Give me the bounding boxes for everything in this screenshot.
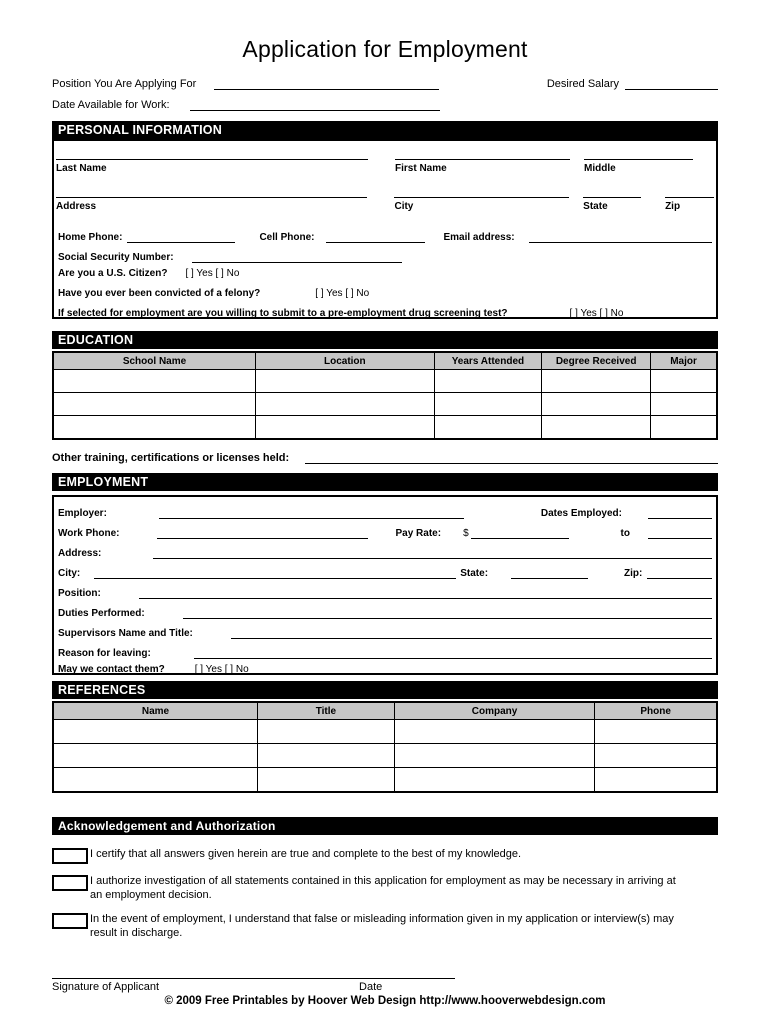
employer-label: Employer:	[58, 508, 107, 519]
reason-leaving-row	[56, 639, 714, 659]
certify-checkbox[interactable]	[52, 848, 88, 864]
references-col-phone: Phone	[595, 702, 717, 720]
last-name-line[interactable]	[56, 159, 368, 160]
references-cell[interactable]	[53, 744, 258, 768]
references-cell[interactable]	[394, 720, 595, 744]
pay-rate-label: Pay Rate:	[395, 528, 442, 539]
citizen-question-row	[56, 263, 714, 283]
education-col-school-name: School Name	[53, 352, 256, 370]
employer-city-line[interactable]	[94, 567, 456, 579]
employment-header: EMPLOYMENT	[52, 473, 718, 491]
address-line[interactable]	[56, 197, 367, 198]
references-cell[interactable]	[258, 768, 395, 793]
desired-salary-label: Desired Salary	[546, 78, 619, 90]
duties-line[interactable]	[183, 607, 712, 619]
felony-question-row	[56, 283, 714, 303]
education-col-years-attended: Years Attended	[434, 352, 542, 370]
education-cell[interactable]	[542, 416, 651, 440]
authorize-checkbox[interactable]	[52, 875, 88, 891]
personal-information-header: PERSONAL INFORMATION	[52, 121, 718, 139]
supervisor-row	[56, 619, 714, 639]
work-phone-line[interactable]	[157, 527, 368, 539]
education-cell[interactable]	[651, 370, 717, 393]
employer-zip-line[interactable]	[647, 567, 712, 579]
education-cell[interactable]	[53, 393, 256, 416]
other-training-line[interactable]	[305, 450, 718, 464]
education-cell[interactable]	[256, 393, 435, 416]
education-cell[interactable]	[651, 416, 717, 440]
references-cell[interactable]	[258, 720, 395, 744]
education-header: EDUCATION	[52, 331, 718, 349]
education-header-row	[53, 352, 717, 370]
certify-item	[52, 847, 718, 864]
city-label: City	[394, 201, 414, 212]
home-phone-label: Home Phone:	[58, 232, 123, 243]
references-col-company: Company	[394, 702, 595, 720]
duties-label: Duties Performed:	[58, 608, 145, 619]
felony-yes-no-checkboxes[interactable]: [ ] Yes [ ] No	[315, 287, 370, 299]
middle-name-field	[584, 147, 693, 183]
education-cell[interactable]	[542, 370, 651, 393]
supervisor-line[interactable]	[231, 627, 712, 639]
ssn-row	[56, 243, 714, 263]
references-cell[interactable]	[394, 744, 595, 768]
position-row	[52, 74, 718, 90]
employer-city-row	[56, 559, 714, 579]
work-phone-row	[56, 519, 714, 539]
education-table	[52, 351, 718, 440]
name-row	[56, 145, 714, 183]
position-held-line[interactable]	[139, 587, 712, 599]
position-held-row	[56, 579, 714, 599]
employer-city-label: City:	[58, 568, 81, 579]
state-field	[583, 185, 641, 221]
other-training-row	[52, 448, 718, 464]
state-line[interactable]	[583, 197, 641, 198]
references-table	[52, 701, 718, 793]
city-line[interactable]	[394, 197, 569, 198]
felony-question-label: Have you ever been convicted of a felony?	[58, 287, 261, 299]
references-row	[53, 768, 717, 793]
education-col-major: Major	[651, 352, 717, 370]
cell-phone-label: Cell Phone:	[259, 232, 315, 243]
zip-field	[665, 185, 714, 221]
ssn-line[interactable]	[192, 251, 402, 263]
education-cell[interactable]	[434, 416, 542, 440]
dates-employed-line[interactable]	[648, 507, 712, 519]
date-available-row	[52, 95, 718, 111]
references-cell[interactable]	[53, 768, 258, 793]
signature-labels-row	[52, 979, 718, 994]
education-cell[interactable]	[542, 393, 651, 416]
address-field	[56, 185, 367, 221]
reason-leaving-label: Reason for leaving:	[58, 648, 151, 659]
acknowledgement-header: Acknowledgement and Authorization	[52, 817, 718, 835]
education-col-degree-received: Degree Received	[542, 352, 651, 370]
employer-address-label: Address:	[58, 548, 102, 559]
reason-leaving-line[interactable]	[194, 647, 712, 659]
zip-line[interactable]	[665, 197, 714, 198]
employer-state-line[interactable]	[511, 567, 588, 579]
employer-address-row	[56, 539, 714, 559]
middle-name-line[interactable]	[584, 159, 693, 160]
contact-question-label: May we contact them?	[58, 663, 165, 675]
position-held-label: Position:	[58, 588, 101, 599]
education-cell[interactable]	[434, 393, 542, 416]
education-cell[interactable]	[53, 416, 256, 440]
education-cell[interactable]	[651, 393, 717, 416]
employment-section	[52, 495, 718, 675]
contact-yes-no-checkboxes[interactable]: [ ] Yes [ ] No	[194, 663, 249, 675]
work-phone-label: Work Phone:	[58, 528, 120, 539]
education-cell[interactable]	[53, 370, 256, 393]
address-label: Address	[56, 201, 97, 212]
contact-question-row	[56, 659, 714, 679]
employer-line[interactable]	[159, 507, 464, 519]
discharge-item	[52, 912, 718, 940]
pay-rate-to-label: to	[620, 528, 630, 539]
page-title: Application for Employment	[242, 36, 528, 62]
first-name-line[interactable]	[395, 159, 570, 160]
drug-test-question-row	[56, 303, 714, 323]
education-row	[53, 416, 717, 440]
ssn-label: Social Security Number:	[58, 252, 174, 263]
certify-text: I certify that all answers given herein are true and complete to the best of my knowledge.	[90, 848, 522, 860]
phone-row	[56, 221, 714, 243]
employer-zip-label: Zip:	[624, 568, 643, 579]
first-name-label: First Name	[395, 163, 447, 174]
references-col-name: Name	[53, 702, 258, 720]
first-name-field	[395, 147, 570, 183]
city-field	[394, 185, 569, 221]
address-row	[56, 183, 714, 221]
education-cell[interactable]	[256, 370, 435, 393]
references-cell[interactable]	[258, 744, 395, 768]
discharge-checkbox[interactable]	[52, 913, 88, 929]
education-cell[interactable]	[256, 416, 435, 440]
dollar-sign: $	[463, 528, 469, 539]
state-label: State	[583, 201, 608, 212]
dates-employed-label: Dates Employed:	[540, 508, 622, 519]
education-cell[interactable]	[434, 370, 542, 393]
education-row	[53, 393, 717, 416]
duties-row	[56, 599, 714, 619]
references-cell[interactable]	[394, 768, 595, 793]
citizen-question-label: Are you a U.S. Citizen?	[58, 267, 168, 279]
last-name-label: Last Name	[56, 163, 107, 174]
middle-name-label: Middle	[584, 163, 616, 174]
references-cell[interactable]	[53, 720, 258, 744]
position-applying-line[interactable]	[214, 77, 439, 90]
email-label: Email address:	[443, 232, 515, 243]
discharge-text: In the event of employment, I understand that false or misleading information given in my application or interview(s) may result in discharge.	[90, 913, 674, 939]
other-training-label: Other training, certifications or licenses held:	[52, 452, 290, 464]
references-cell[interactable]	[595, 744, 717, 768]
references-row	[53, 744, 717, 768]
date-available-line[interactable]	[190, 98, 440, 111]
education-col-location: Location	[256, 352, 435, 370]
drug-test-yes-no-checkboxes[interactable]: [ ] Yes [ ] No	[569, 307, 624, 319]
employer-row	[56, 499, 714, 519]
signature-label: Signature of Applicant	[52, 980, 160, 993]
desired-salary-line[interactable]	[625, 77, 718, 90]
references-col-title: Title	[258, 702, 395, 720]
education-row	[53, 370, 717, 393]
references-cell[interactable]	[595, 720, 717, 744]
citizen-yes-no-checkboxes[interactable]: [ ] Yes [ ] No	[185, 267, 240, 279]
date-available-label: Date Available for Work:	[52, 99, 170, 111]
copyright-text: © 2009 Free Printables by Hoover Web Design http://www.hooverwebdesign.com	[164, 995, 606, 1007]
references-header-row	[53, 702, 717, 720]
employer-address-line[interactable]	[153, 547, 712, 559]
position-applying-label: Position You Are Applying For	[52, 78, 197, 90]
home-phone-line[interactable]	[127, 231, 235, 243]
references-cell[interactable]	[595, 768, 717, 793]
pay-rate-to-line[interactable]	[648, 527, 712, 539]
employer-state-label: State:	[460, 568, 489, 579]
authorize-text: I authorize investigation of all statements contained in this application for employment as may be necessary in arriving at an employment decision.	[90, 875, 676, 901]
date-label: Date	[359, 980, 383, 993]
references-header: REFERENCES	[52, 681, 718, 699]
email-line[interactable]	[529, 231, 712, 243]
personal-information-section	[52, 139, 718, 319]
drug-test-question-label: If selected for employment are you willing to submit to a pre-employment drug screening test?	[58, 307, 508, 319]
cell-phone-line[interactable]	[326, 231, 425, 243]
last-name-field	[56, 147, 368, 183]
supervisor-label: Supervisors Name and Title:	[58, 628, 193, 639]
pay-rate-from-line[interactable]	[471, 527, 569, 539]
references-row	[53, 720, 717, 744]
authorize-item	[52, 874, 718, 902]
zip-label: Zip	[665, 201, 681, 212]
